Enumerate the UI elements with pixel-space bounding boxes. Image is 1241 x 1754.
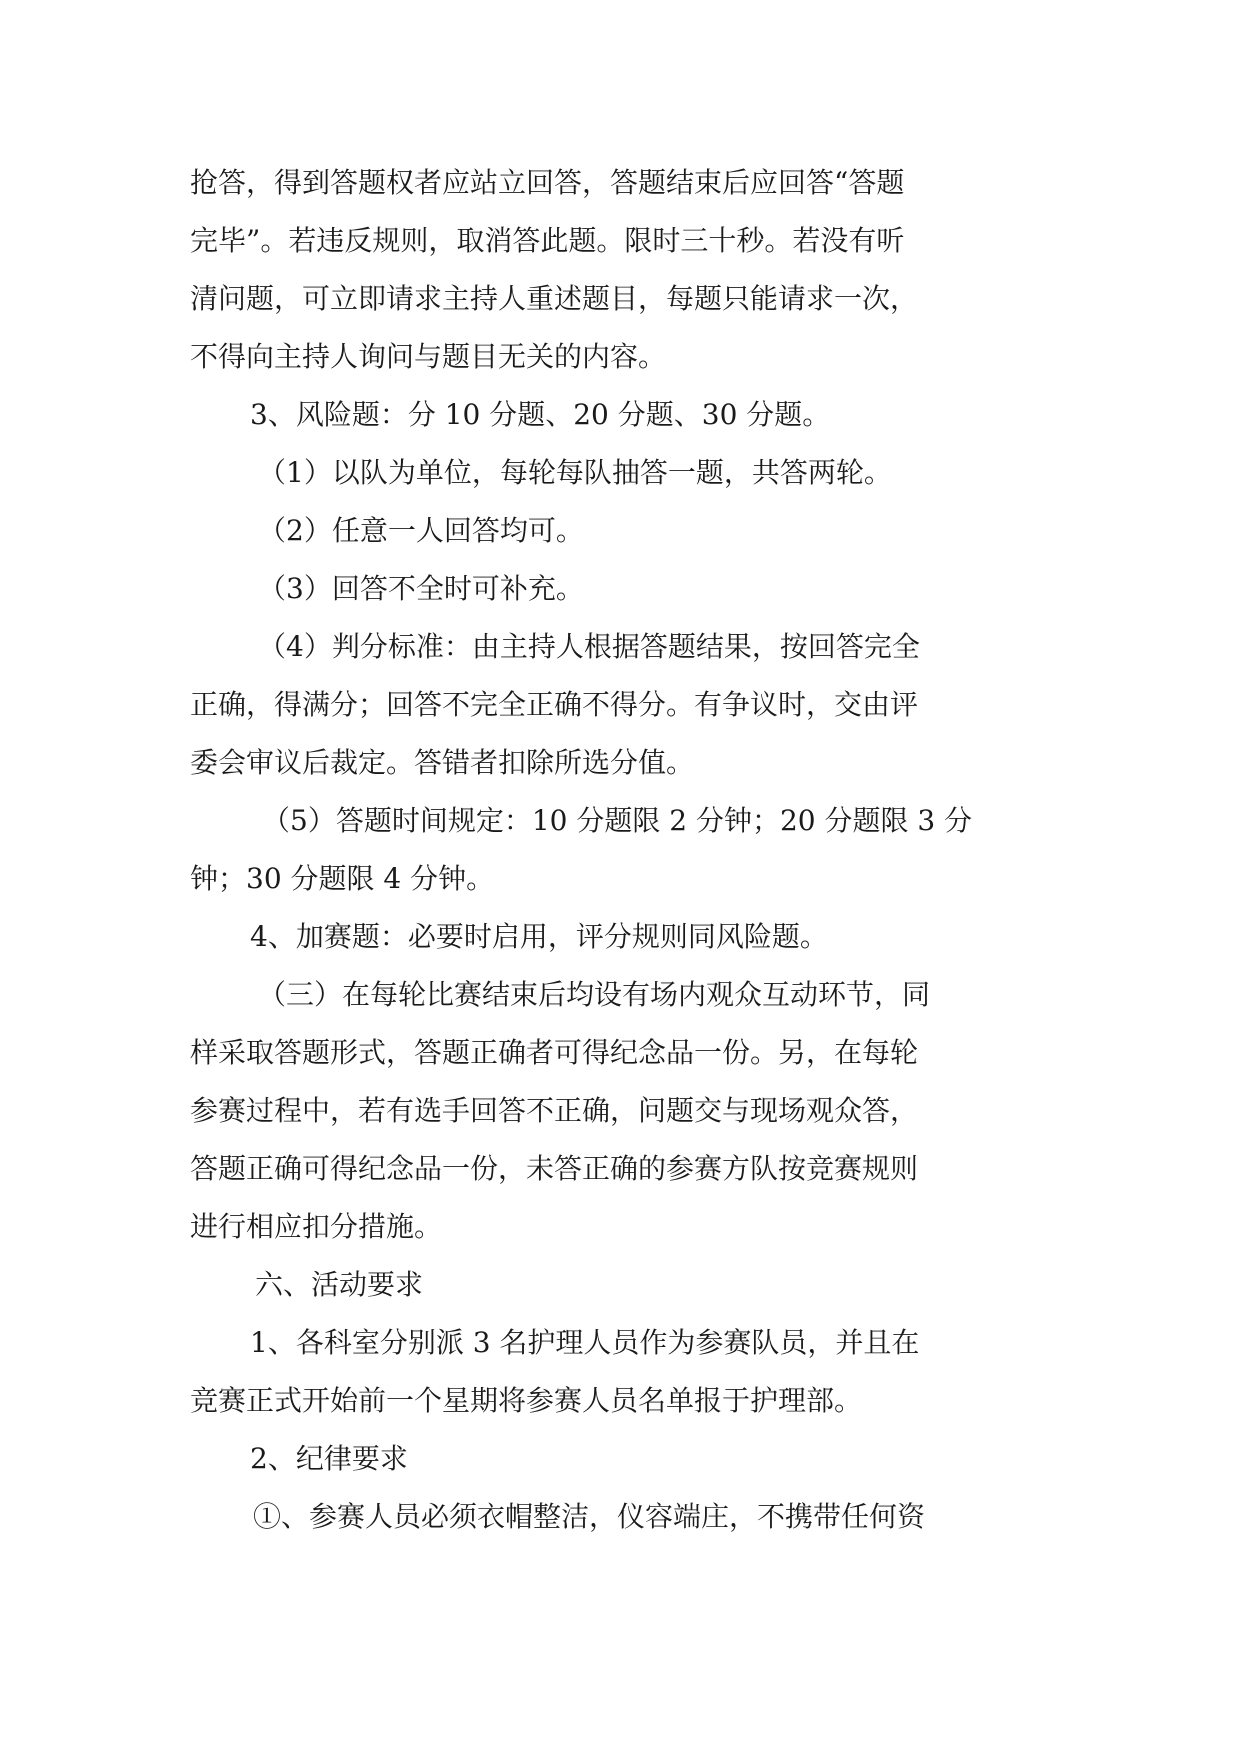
sub-item-2: （2）任意一人回答均可。 <box>258 514 584 547</box>
sub-item-4: （4）判分标准：由主持人根据答题结果，按回答完全 <box>258 630 920 663</box>
part-three: （三）在每轮比赛结束后均设有场内观众互动环节，同 <box>258 978 931 1011</box>
section-item-4: 4、加赛题：必要时启用，评分规则同风险题。 <box>250 920 828 953</box>
body-text-line: 抢答，得到答题权者应站立回答，答题结束后应回答“答题 <box>190 166 905 199</box>
body-text-line: 正确，得满分；回答不完全正确不得分。有争议时，交由评 <box>190 688 919 721</box>
body-text-line: 进行相应扣分措施。 <box>190 1210 443 1243</box>
sub-item-5: （5）答题时间规定：10 分题限 2 分钟；20 分题限 3 分 <box>262 804 973 837</box>
section-item-3: 3、风险题：分 10 分题、20 分题、30 分题。 <box>250 398 831 431</box>
sub-item-3: （3）回答不全时可补充。 <box>258 572 584 605</box>
body-text-line: 委会审议后裁定。答错者扣除所选分值。 <box>190 746 695 779</box>
body-text-line: 钟；30 分题限 4 分钟。 <box>190 862 495 895</box>
requirement-item-1: 1、各科室分别派 3 名护理人员作为参赛队员，并且在 <box>250 1326 920 1359</box>
body-text-line: 完毕”。若违反规则，取消答此题。限时三十秒。若没有听 <box>190 224 905 257</box>
discipline-item-1: ①、参赛人员必须衣帽整洁，仪容端庄，不携带任何资 <box>253 1500 926 1533</box>
body-text-line: 答题正确可得纪念品一份，未答正确的参赛方队按竞赛规则 <box>190 1152 919 1185</box>
section-heading-six: 六、活动要求 <box>255 1268 424 1301</box>
body-text-line: 参赛过程中，若有选手回答不正确，问题交与现场观众答， <box>190 1094 919 1127</box>
body-text-line: 竞赛正式开始前一个星期将参赛人员名单报于护理部。 <box>190 1384 863 1417</box>
body-text-line: 清问题，可立即请求主持人重述题目，每题只能请求一次， <box>190 282 919 315</box>
requirement-item-2: 2、纪律要求 <box>250 1442 408 1475</box>
body-text-line: 样采取答题形式，答题正确者可得纪念品一份。另，在每轮 <box>190 1036 919 1069</box>
body-text-line: 不得向主持人询问与题目无关的内容。 <box>190 340 667 373</box>
sub-item-1: （1）以队为单位，每轮每队抽答一题，共答两轮。 <box>258 456 892 489</box>
